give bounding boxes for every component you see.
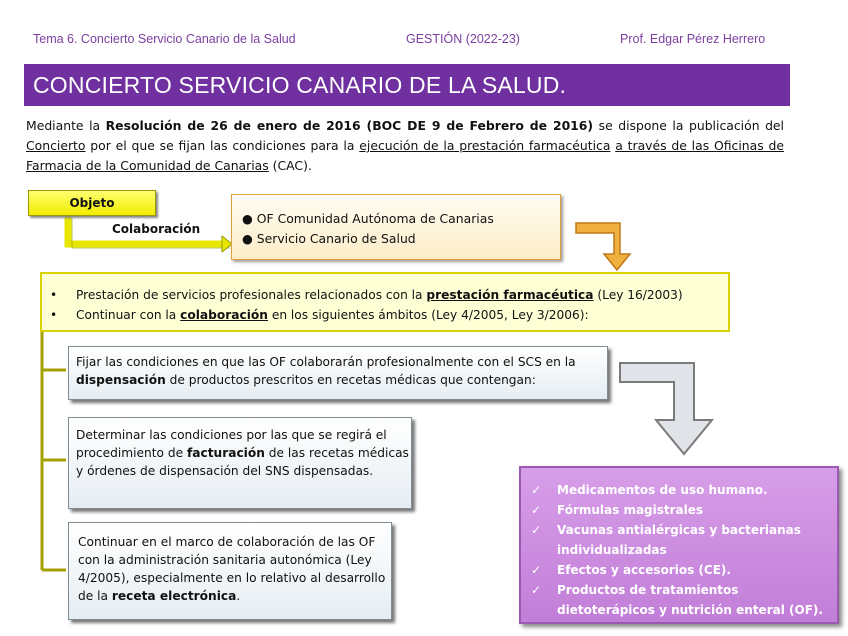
product-item (531, 580, 837, 620)
product-label: Efectos y accesorios (CE). (557, 563, 731, 577)
members-box (231, 194, 561, 260)
products-box (519, 466, 839, 624)
check-icon: ✓ (531, 483, 542, 497)
prestacion-farmaceutica-term: prestación farmacéutica (426, 288, 594, 302)
box-text: de las recetas médicas y órdenes de dispensación del SNS dispensadas. (76, 446, 409, 478)
intro-text: Mediante la (26, 118, 106, 133)
check-icon: ✓ (531, 583, 542, 597)
bullet: • (50, 308, 58, 322)
objeto-box: Objeto (28, 190, 156, 216)
check-icon: ✓ (531, 503, 542, 517)
box-text: Determinar las condiciones por las que se regirá el procedimiento de (76, 428, 387, 460)
member-item: ● Servicio Canario de Salud (242, 231, 416, 246)
product-label: Fórmulas magistrales (557, 503, 704, 517)
services-text: Continuar con la (76, 308, 181, 322)
services-text: en los siguientes ámbitos (Ley 4/2005, Ley 3/2006): (267, 308, 589, 322)
header-topic: Tema 6. Concierto Servicio Canario de la Salud (33, 32, 296, 46)
gray-bent-arrow (620, 363, 712, 454)
box-text: Fijar las condiciones en que las OF colaborarán profesionalmente con el SCS en la (76, 355, 576, 369)
box-text: de productos prescritos en recetas médicas que contengan: (165, 373, 536, 387)
product-item (531, 480, 837, 500)
facturacion-term: facturación (186, 446, 265, 460)
product-item (531, 560, 837, 580)
box-text: Continuar en el marco de colaboración de las OF con la administración sanitaria autonómica (Ley 4/2005), especialmente en lo relativo al desarrollo de la (78, 535, 386, 603)
intro-text: se dispone la publicación del (593, 118, 784, 133)
product-label: Productos de tratamientos dietoterápicos y nutrición enteral (OF). (557, 583, 823, 617)
box-text: . (236, 589, 241, 603)
intro-text: por el que se fijan las condiciones para la (85, 138, 360, 153)
dispensacion-box (68, 346, 608, 400)
receta-electronica-box (68, 522, 392, 620)
check-icon: ✓ (531, 563, 542, 577)
product-label: Vacunas antialérgicas y bacterianas individualizadas (557, 523, 801, 557)
intro-oficinas: a través de las Oficinas de Farmacia de la Comunidad de Canarias (26, 138, 784, 173)
bullet: • (50, 288, 58, 302)
check-icon: ✓ (531, 523, 542, 537)
intro-text: (CAC). (268, 158, 312, 173)
product-item (531, 500, 837, 520)
product-label: Medicamentos de uso humano. (557, 483, 768, 497)
orange-bent-arrow (576, 223, 630, 270)
colaboracion-label: Colaboración (112, 222, 201, 236)
services-item (50, 305, 728, 325)
intro-ejecucion: ejecución de la prestación farmacéutica (359, 138, 611, 153)
receta-electronica-term: receta electrónica (111, 589, 237, 603)
intro-resolution: Resolución de 26 de enero de 2016 (BOC DE 9 de Febrero de 2016) (105, 118, 594, 133)
product-item (531, 520, 837, 560)
services-text: (Ley 16/2003) (593, 288, 683, 302)
bracket-connector (42, 332, 66, 570)
services-item (50, 285, 728, 305)
header-professor: Prof. Edgar Pérez Herrero (620, 32, 766, 46)
colaboracion-term: colaboración (180, 308, 268, 322)
facturacion-box (68, 417, 412, 509)
services-box (40, 272, 730, 332)
member-item: ● OF Comunidad Autónoma de Canarias (242, 211, 494, 226)
services-text: Prestación de servicios profesionales relacionados con la (76, 288, 427, 302)
header-course: GESTIÓN (2022-23) (406, 32, 520, 46)
page-title: CONCIERTO SERVICIO CANARIO DE LA SALUD. (24, 64, 790, 106)
intro-concierto: Concierto (26, 138, 86, 153)
dispensacion-term: dispensación (76, 373, 166, 387)
